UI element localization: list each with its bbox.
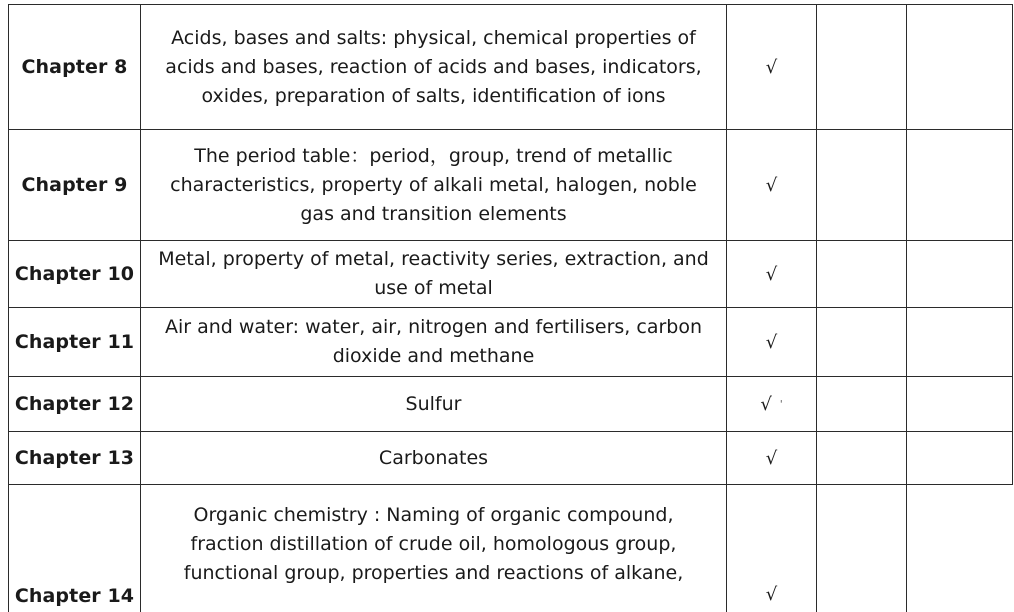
check-mark: √ xyxy=(765,174,778,196)
topic-line: dioxide and methane xyxy=(332,345,535,367)
chapter-cell xyxy=(9,130,141,241)
check-cell xyxy=(727,308,817,377)
table-row xyxy=(9,377,1013,432)
stray-mark: ' xyxy=(779,398,783,410)
chapter-cell xyxy=(9,241,141,308)
topic-line: The period table：period，group, trend of metallic xyxy=(194,144,673,167)
topic-line: Acids, bases and salts: physical, chemical properties of xyxy=(171,26,696,49)
empty-cell xyxy=(817,130,907,241)
check-cell xyxy=(727,241,817,308)
check-mark: √ xyxy=(765,584,778,605)
topic-line: acids and bases, reaction of acids and bases, indicators, xyxy=(165,55,702,78)
table-row xyxy=(9,5,1013,130)
check-mark: √ xyxy=(760,393,772,415)
empty-cell xyxy=(907,241,1013,308)
empty-cell xyxy=(817,308,907,377)
topic-cell xyxy=(141,377,727,432)
empty-cell xyxy=(817,432,907,485)
topic-line: characteristics, property of alkali metal, halogen, noble xyxy=(170,173,697,196)
topic-line: Organic chemistry : Naming of organic compound, xyxy=(193,504,674,526)
table-row xyxy=(9,485,1013,612)
topic-line: gas and transition elements xyxy=(300,202,567,225)
chapter-label: Chapter 8 xyxy=(21,56,128,78)
empty-cell xyxy=(907,485,1013,612)
check-cell xyxy=(727,432,817,485)
topic-line: oxides, preparation of salts, identification of ions xyxy=(201,84,666,107)
topic-cell xyxy=(141,130,727,241)
check-mark: √ xyxy=(765,331,778,353)
topic-cell xyxy=(141,5,727,130)
table-row xyxy=(9,432,1013,485)
topic-cell xyxy=(141,485,727,612)
chapter-label: Chapter 14 xyxy=(14,585,135,607)
topic-line: Air and water: water, air, nitrogen and fertilisers, carbon xyxy=(164,316,703,338)
table-row xyxy=(9,308,1013,377)
topic-line: Sulfur xyxy=(405,392,462,415)
empty-cell xyxy=(907,308,1013,377)
empty-cell xyxy=(817,241,907,308)
check-mark: √ xyxy=(765,56,778,78)
chapter-cell xyxy=(9,377,141,432)
topic-line: Metal, property of metal, reactivity series, extraction, and xyxy=(158,248,709,270)
check-cell xyxy=(727,5,817,130)
table-row xyxy=(9,130,1013,241)
chapter-label: Chapter 11 xyxy=(14,331,135,353)
chapter-label: Chapter 9 xyxy=(21,174,128,196)
chapter-cell xyxy=(9,308,141,377)
topic-line: functional group, properties and reactions of alkane, xyxy=(183,562,684,584)
check-cell xyxy=(727,377,817,432)
empty-cell xyxy=(907,5,1013,130)
empty-cell xyxy=(817,485,907,612)
topic-line: use of metal xyxy=(374,277,493,299)
chapter-cell xyxy=(9,485,141,612)
chapter-label: Chapter 10 xyxy=(14,263,135,285)
chapter-cell xyxy=(9,5,141,130)
chapter-cell xyxy=(9,432,141,485)
topic-cell xyxy=(141,308,727,377)
topic-cell xyxy=(141,432,727,485)
check-cell xyxy=(727,485,817,612)
table-row xyxy=(9,241,1013,308)
topic-line: fraction distillation of crude oil, homologous group, xyxy=(190,533,677,555)
empty-cell xyxy=(817,5,907,130)
syllabus-table xyxy=(8,4,1013,612)
check-cell xyxy=(727,130,817,241)
empty-cell xyxy=(817,377,907,432)
topic-line: Carbonates xyxy=(378,446,489,469)
empty-cell xyxy=(907,130,1013,241)
check-mark: √ xyxy=(765,263,778,285)
chapter-label: Chapter 12 xyxy=(14,393,135,415)
check-mark: √ xyxy=(765,447,778,469)
topic-cell xyxy=(141,241,727,308)
empty-cell xyxy=(907,432,1013,485)
chapter-label: Chapter 13 xyxy=(14,447,135,469)
empty-cell xyxy=(907,377,1013,432)
